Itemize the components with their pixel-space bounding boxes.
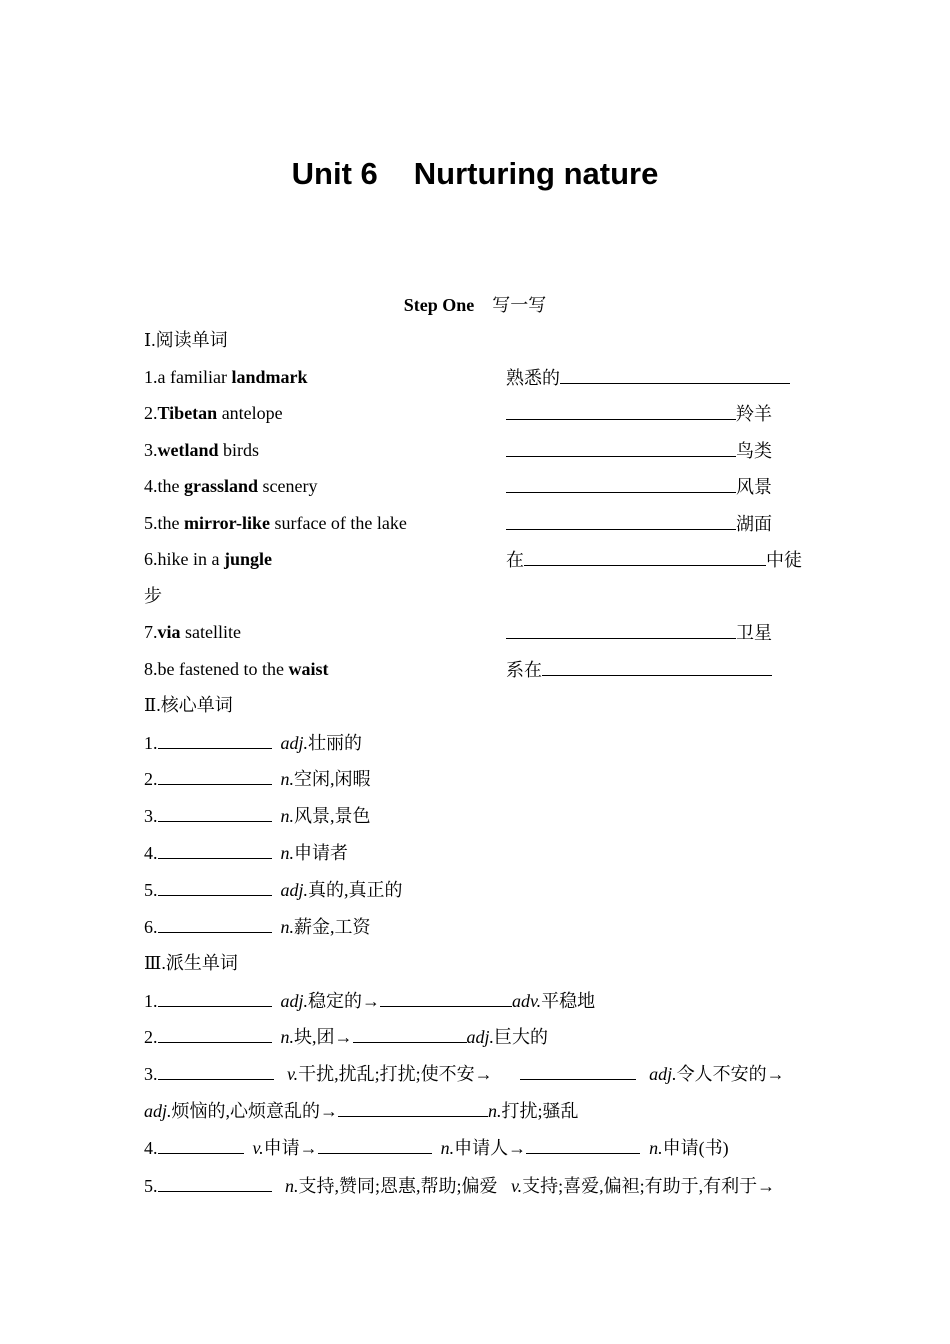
blank[interactable] — [506, 619, 736, 639]
blank[interactable] — [524, 546, 766, 566]
s2-item-6: 6. n.薪金,工资 — [144, 913, 371, 939]
s1-answer-1: 熟悉的 — [506, 364, 790, 390]
s1-item-3: 3.wetland birds — [144, 440, 260, 460]
blank[interactable] — [158, 1134, 244, 1154]
s1-item-5: 5.the mirror-like surface of the lake — [144, 513, 407, 533]
blank[interactable] — [542, 656, 772, 676]
blank[interactable] — [506, 473, 736, 493]
blank[interactable] — [520, 1060, 636, 1080]
blank[interactable] — [158, 913, 272, 933]
s1-answer-4: 风景 — [506, 473, 772, 499]
section1-heading: Ⅰ.阅读单词 — [144, 330, 228, 350]
s1-item-6: 6.hike in a jungle — [144, 549, 272, 569]
blank[interactable] — [506, 437, 736, 457]
s3-item-3-wrap: adj.烦恼的,心烦意乱的→ n.打扰;骚乱 — [144, 1097, 579, 1123]
blank[interactable] — [158, 1060, 274, 1080]
blank[interactable] — [353, 1023, 467, 1043]
s3-item-1: 1. adj.稳定的→ adv.平稳地 — [144, 987, 595, 1013]
s2-item-3: 3. n.风景,景色 — [144, 802, 371, 828]
blank[interactable] — [506, 400, 736, 420]
step-chinese: 写一写 — [492, 295, 547, 315]
step-heading — [0, 291, 950, 317]
s2-item-4: 4. n.申请者 — [144, 839, 348, 865]
s1-item-2: 2.Tibetan antelope — [144, 403, 283, 423]
s1-item-7: 7.via satellite — [144, 622, 241, 642]
page-title — [0, 156, 950, 192]
section2-heading: Ⅱ.核心单词 — [144, 695, 233, 715]
s3-item-4: 4. v.申请→ n.申请人→ n.申请(书) — [144, 1134, 729, 1160]
blank[interactable] — [560, 364, 790, 384]
s2-item-5: 5. adj.真的,真正的 — [144, 876, 403, 902]
section3-heading: Ⅲ.派生单词 — [144, 953, 238, 973]
blank[interactable] — [506, 510, 736, 530]
s2-item-2: 2. n.空闲,闲暇 — [144, 765, 371, 791]
s1-answer-6-wrap: 步 — [144, 586, 162, 606]
s3-item-3: 3. v.干扰,扰乱;打扰;使不安→ adj.令人不安的→ — [144, 1060, 785, 1086]
blank[interactable] — [158, 1172, 272, 1192]
s1-item-1: 1.a familiar landmark — [144, 367, 308, 387]
unit-name: Nurturing nature — [413, 156, 659, 191]
blank[interactable] — [338, 1097, 488, 1117]
s3-item-5: 5. n.支持,赞同;恩惠,帮助;偏爱 v.支持;喜爱,偏袒;有助于,有利于→ — [144, 1172, 775, 1198]
s3-item-2: 2. n.块,团→ adj.巨大的 — [144, 1023, 548, 1049]
step-label: Step One — [403, 295, 475, 315]
s1-item-4: 4.the grassland scenery — [144, 476, 318, 496]
s1-answer-8: 系在 — [506, 656, 772, 682]
blank[interactable] — [158, 839, 272, 859]
s1-answer-6: 在 中徒 — [506, 546, 802, 572]
blank[interactable] — [526, 1134, 640, 1154]
blank[interactable] — [158, 765, 272, 785]
blank[interactable] — [380, 987, 512, 1007]
s1-answer-7: 卫星 — [506, 619, 772, 645]
s2-item-1: 1. adj.壮丽的 — [144, 729, 362, 755]
blank[interactable] — [158, 1023, 272, 1043]
s1-answer-5: 湖面 — [506, 510, 772, 536]
unit-label: Unit 6 — [291, 156, 378, 191]
s1-answer-3: 鸟类 — [506, 437, 772, 463]
s1-item-8: 8.be fastened to the waist — [144, 659, 329, 679]
blank[interactable] — [158, 876, 272, 896]
blank[interactable] — [158, 802, 272, 822]
blank[interactable] — [318, 1134, 432, 1154]
s1-answer-2: 羚羊 — [506, 400, 772, 426]
blank[interactable] — [158, 729, 272, 749]
blank[interactable] — [158, 987, 272, 1007]
